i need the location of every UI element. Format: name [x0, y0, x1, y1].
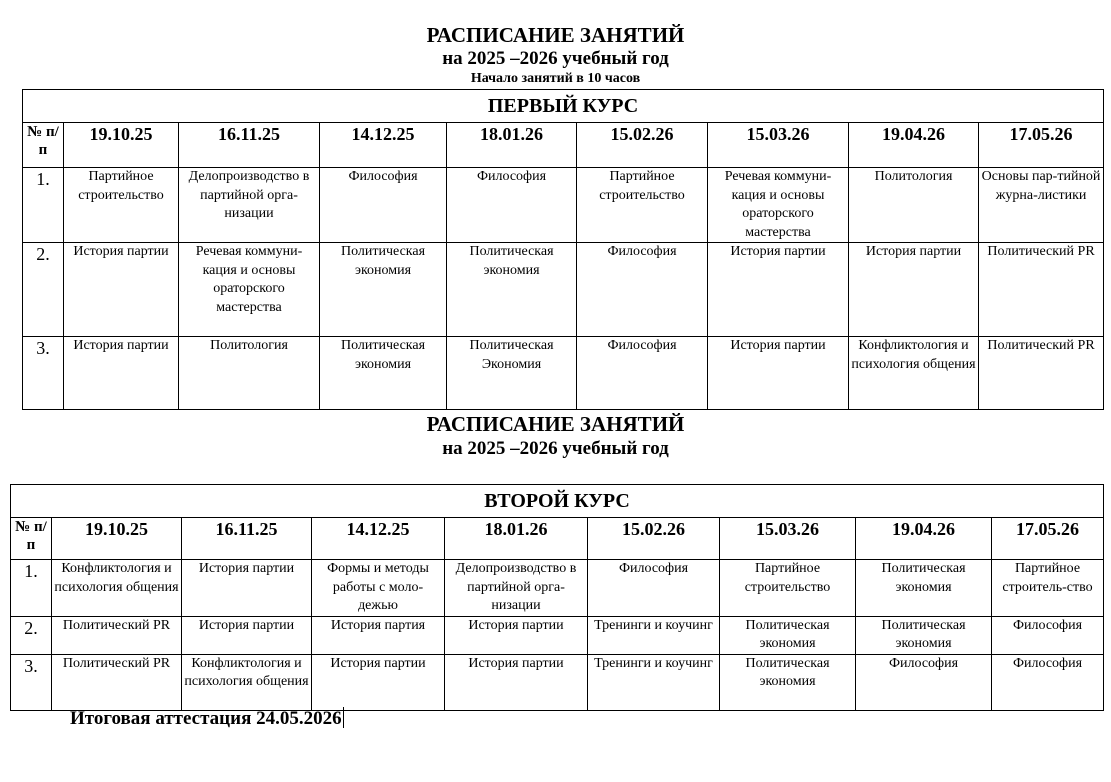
row-number: 2. — [23, 243, 64, 337]
row-number: 1. — [11, 560, 52, 617]
row-number: 1. — [23, 168, 64, 243]
final-attestation-line[interactable] — [70, 707, 344, 730]
schedule-cell: Политическая экономия — [447, 243, 577, 337]
table-row — [23, 337, 1104, 410]
row-number: 3. — [11, 654, 52, 710]
schedule-cell: Основы пар-тийной журна-листики — [979, 168, 1104, 243]
schedule-cell: Партийное строительство — [577, 168, 708, 243]
schedule-cell: Политическая экономия — [320, 337, 447, 410]
schedule-cell: Делопроизводство в партийной орга-низации — [445, 560, 588, 617]
schedule-cell: Политический PR — [979, 243, 1104, 337]
schedule-cell: История партии — [445, 654, 588, 710]
second-date-header: 14.12.25 — [312, 518, 445, 560]
first-date-header: 14.12.25 — [320, 123, 447, 168]
second-academic-year: на 2025 –2026 учебный год — [442, 438, 669, 459]
first-academic-year: на 2025 –2026 учебный год — [442, 48, 669, 69]
schedule-cell: История партии — [849, 243, 979, 337]
schedule-cell: Речевая коммуни-кация и основы ораторского мастерства — [708, 168, 849, 243]
schedule-cell: История партии — [312, 654, 445, 710]
schedule-cell: Делопроизводство в партийной орга-низации — [179, 168, 320, 243]
schedule-cell: Политическая экономия — [856, 616, 992, 654]
second-num-header: № п/п — [11, 518, 52, 560]
schedule-cell: История партии — [182, 616, 312, 654]
table-row — [11, 616, 1104, 654]
schedule-cell: История партии — [708, 243, 849, 337]
schedule-cell: Политический PR — [979, 337, 1104, 410]
schedule-cell: Политическая экономия — [320, 243, 447, 337]
second-date-header: 19.10.25 — [52, 518, 182, 560]
schedule-cell: Политический PR — [52, 654, 182, 710]
schedule-cell: История партия — [312, 616, 445, 654]
text-cursor — [343, 707, 344, 728]
schedule-cell: Партийное строитель-ство — [992, 560, 1104, 617]
schedule-cell: Политическая экономия — [720, 654, 856, 710]
table-row — [23, 243, 1104, 337]
schedule-cell: Философия — [992, 616, 1104, 654]
schedule-cell: Философия — [856, 654, 992, 710]
schedule-cell: Политическая экономия — [720, 616, 856, 654]
schedule-cell: Философия — [992, 654, 1104, 710]
second-date-header: 15.03.26 — [720, 518, 856, 560]
first-date-header: 19.04.26 — [849, 123, 979, 168]
first-date-header: 17.05.26 — [979, 123, 1104, 168]
schedule-cell: Философия — [577, 243, 708, 337]
first-date-header: 15.03.26 — [708, 123, 849, 168]
second-date-header: 15.02.26 — [588, 518, 720, 560]
schedule-cell: История партии — [445, 616, 588, 654]
row-number: 3. — [23, 337, 64, 410]
schedule-cell: История партии — [708, 337, 849, 410]
schedule-cell: Партийное строительство — [64, 168, 179, 243]
schedule-cell: История партии — [64, 337, 179, 410]
second-date-header: 17.05.26 — [992, 518, 1104, 560]
first-course-table — [22, 89, 1104, 410]
first-date-header: 18.01.26 — [447, 123, 577, 168]
schedule-cell: Речевая коммуни-кация и основы ораторского мастерства — [179, 243, 320, 337]
second-date-header: 19.04.26 — [856, 518, 992, 560]
second-date-header: 18.01.26 — [445, 518, 588, 560]
first-start-note: Начало занятий в 10 часов — [470, 71, 641, 86]
schedule-cell: История партии — [182, 560, 312, 617]
schedule-cell: Философия — [588, 560, 720, 617]
first-date-header: 16.11.25 — [179, 123, 320, 168]
schedule-cell: Конфликтология и психология общения — [52, 560, 182, 617]
final-attestation-text: Итоговая аттестация 24.05.2026 — [70, 708, 342, 729]
table-row — [11, 654, 1104, 710]
second-course-table — [10, 484, 1104, 711]
first-date-header: 19.10.25 — [64, 123, 179, 168]
first-num-header: № п/п — [23, 123, 64, 168]
first-schedule-title: РАСПИСАНИЕ ЗАНЯТИЙ — [426, 23, 685, 47]
second-schedule-title: РАСПИСАНИЕ ЗАНЯТИЙ — [426, 412, 685, 436]
schedule-cell: Философия — [320, 168, 447, 243]
schedule-cell: Политология — [179, 337, 320, 410]
schedule-cell: Тренинги и коучинг — [588, 654, 720, 710]
schedule-cell: Политическая экономия — [856, 560, 992, 617]
schedule-cell: Философия — [447, 168, 577, 243]
schedule-cell: Конфликтология и психология общения — [849, 337, 979, 410]
row-number: 2. — [11, 616, 52, 654]
schedule-cell: Тренинги и коучинг — [588, 616, 720, 654]
second-date-header: 16.11.25 — [182, 518, 312, 560]
schedule-cell: Формы и методы работы с моло-дежью — [312, 560, 445, 617]
schedule-cell: Политический PR — [52, 616, 182, 654]
schedule-cell: Политическая Экономия — [447, 337, 577, 410]
first-date-header: 15.02.26 — [577, 123, 708, 168]
schedule-cell: Партийное строительство — [720, 560, 856, 617]
schedule-cell: История партии — [64, 243, 179, 337]
second-course-heading: ВТОРОЙ КУРС — [11, 485, 1104, 518]
schedule-cell: Философия — [577, 337, 708, 410]
table-row — [23, 168, 1104, 243]
first-course-heading: ПЕРВЫЙ КУРС — [23, 90, 1104, 123]
schedule-cell: Политология — [849, 168, 979, 243]
table-row — [11, 560, 1104, 617]
schedule-cell: Конфликтология и психология общения — [182, 654, 312, 710]
